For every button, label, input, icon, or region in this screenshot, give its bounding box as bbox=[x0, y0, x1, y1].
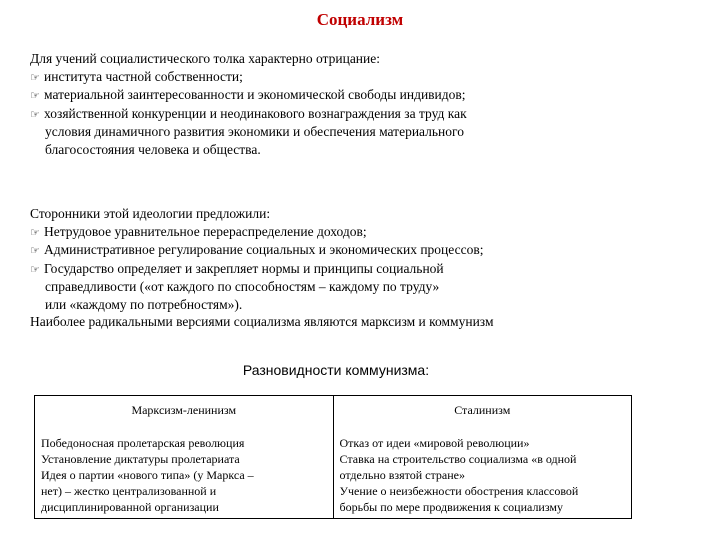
table-line: борьбы по мере продвижения к социализму bbox=[339, 500, 564, 514]
column-body bbox=[340, 435, 626, 515]
table-line: Установление диктатуры пролетариата bbox=[41, 452, 240, 466]
pointing-hand-icon: ☞ bbox=[30, 262, 40, 276]
pointing-hand-icon: ☞ bbox=[30, 244, 40, 257]
negation-item: ☞ материальной заинтересованности и экономической свободы индивидов; bbox=[30, 86, 610, 105]
pointing-hand-icon: ☞ bbox=[30, 89, 40, 102]
table-line: дисциплинированной организации bbox=[41, 500, 219, 514]
column-header: Марксизм-ленинизм bbox=[131, 403, 237, 417]
conclusion-text: Наиболее радикальными версиями социализма являются марксизм и коммунизм bbox=[30, 314, 494, 329]
pointing-hand-icon: ☞ bbox=[30, 107, 40, 121]
table-line: Ставка на строительство социализма «в одной bbox=[339, 452, 577, 466]
negation-item-continuation: условия динамичного развития экономики и обеспечения материального bbox=[45, 124, 464, 139]
negation-item: ☞ института частной собственности; bbox=[30, 68, 610, 87]
table-line: Идея о партии «нового типа» (у Маркса – bbox=[41, 468, 254, 482]
proposal-item-continuation: или «каждому по потребностям»). bbox=[45, 296, 243, 312]
communism-varieties-table bbox=[34, 395, 632, 519]
pointing-hand-icon: ☞ bbox=[30, 225, 40, 239]
pointing-hand-icon: ☞ bbox=[30, 70, 40, 84]
negation-intro: Для учений социалистического толка характерно отрицание: bbox=[30, 51, 380, 66]
negation-item: ☞ хозяйственной конкуренции и неодинакового вознаграждения за труд как bbox=[30, 105, 610, 124]
table-column-stalinism bbox=[333, 396, 632, 518]
proposal-item: ☞ Государство определяет и закрепляет нормы и принципы социальной bbox=[30, 260, 610, 279]
column-header: Сталинизм bbox=[454, 403, 511, 417]
table-line: нет) – жестко централизованной и bbox=[41, 484, 217, 498]
negation-item-continuation: благосостояния человека и общества. bbox=[45, 141, 261, 157]
table-column-marxism-leninism bbox=[35, 396, 333, 518]
varieties-subtitle: Разновидности коммунизма: bbox=[242, 362, 430, 378]
proposal-item: ☞ Административное регулирование социальных и экономических процессов; bbox=[30, 241, 610, 260]
negation-block bbox=[30, 50, 610, 158]
column-body bbox=[41, 435, 327, 515]
proposals-intro: Сторонники этой идеологии предложили: bbox=[30, 206, 271, 221]
page-title: Социализм bbox=[316, 10, 404, 29]
proposal-item-continuation: справедливости («от каждого по способностям – каждому по труду» bbox=[45, 279, 440, 294]
table-line: Победоносная пролетарская революция bbox=[41, 436, 245, 450]
proposals-block bbox=[30, 205, 610, 331]
proposal-item: ☞ Нетрудовое уравнительное перераспределение доходов; bbox=[30, 223, 610, 242]
table-line: отдельно взятой стране» bbox=[339, 468, 465, 482]
table-line: Учение о неизбежности обострения классовой bbox=[339, 484, 579, 498]
table-line: Отказ от идеи «мировой революции» bbox=[339, 436, 530, 450]
